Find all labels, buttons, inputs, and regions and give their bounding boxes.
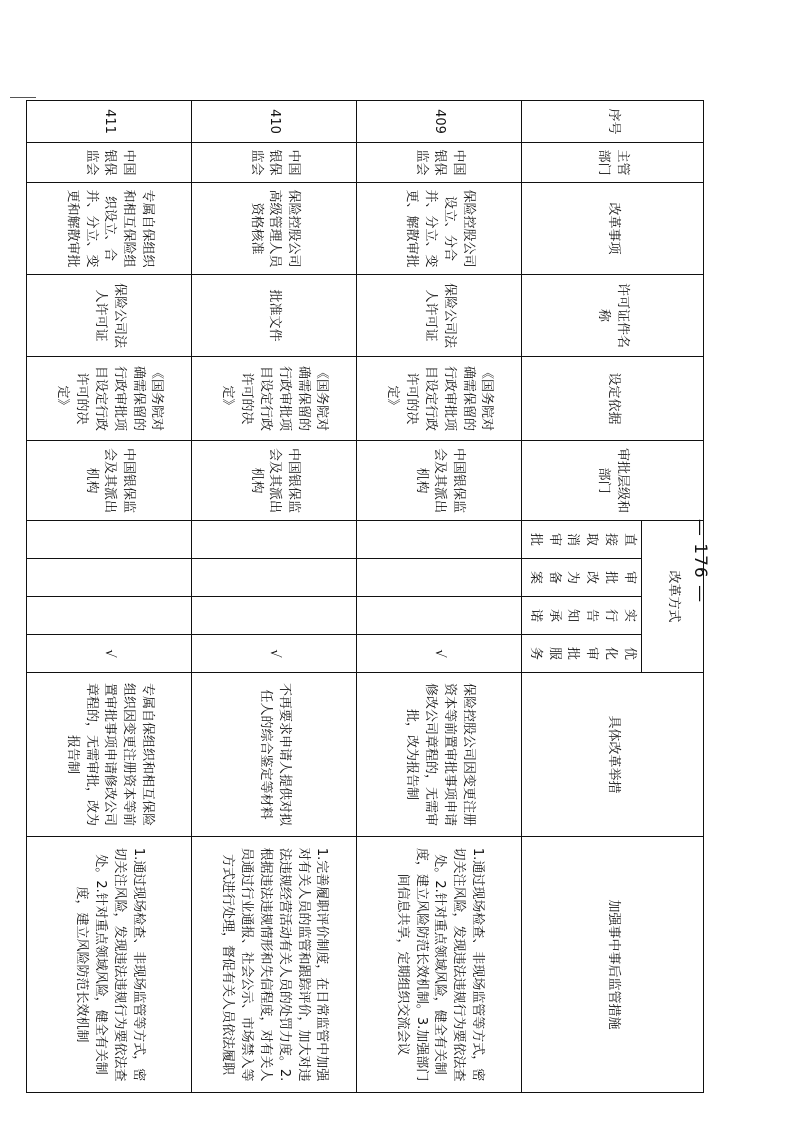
cell-measures: 不再要求申请人提供对拟任人的综合鉴定等材料: [191, 673, 356, 837]
check-mark: √: [356, 635, 521, 673]
cell-measures: 保险控股公司因变更注册资本等前置审批事项申请修改公司章程的，无需审批，改为报告制: [356, 673, 521, 837]
cell-license: 保险公司法人许可证: [26, 275, 191, 357]
cell-supervision: 1.通过现场检查、非现场监管等方式，密切关注风险，发现违法违规行为要依法查处。2.针对重点领域风险，健全有关制度，建立风险防范长效机制。3.加强部门间信息共享，定期组织交流会议: [356, 837, 521, 1093]
cell-license: 批准文件: [191, 275, 356, 357]
header-seq: 序号: [521, 101, 703, 143]
table-row: [26, 101, 191, 1093]
cell-item: 保险控股公司高级管理人员资格核准: [191, 183, 356, 275]
table-row: [356, 101, 521, 1093]
header-method-record: 审批改为备案: [521, 559, 641, 597]
check-mark: √: [26, 635, 191, 673]
cell-dept: 中国银保监会: [26, 143, 191, 183]
cell-method-record: [26, 559, 191, 597]
cell-basis: 《国务院对确需保留的行政审批项目设定行政许可的决定》: [191, 357, 356, 441]
cell-supervision: 1.通过现场检查、非现场监管等方式，密切关注风险，发现违法违规行为要依法查处。2.针对重点领域风险，健全有关制度，建立风险防范长效机制: [26, 837, 191, 1093]
cell-method-notify: [26, 597, 191, 635]
header-method-cancel: 直接取消审批: [521, 521, 641, 559]
cell-method-notify: [356, 597, 521, 635]
cell-license: 保险公司法人许可证: [356, 275, 521, 357]
header-method-optimize: 优化审批服务: [521, 635, 641, 673]
cell-seq: 411: [26, 101, 191, 143]
header-approval-level: 审批层级和部门: [521, 441, 703, 521]
header-license: 许可证件名称: [521, 275, 703, 357]
cell-dept: 中国银保监会: [191, 143, 356, 183]
cell-seq: 410: [191, 101, 356, 143]
rotated-table-frame: [55, 100, 704, 1082]
header-supervision: 加强事中事后监管措施: [521, 837, 703, 1093]
corner-mark: [10, 97, 36, 98]
page-number: — 176 —: [690, 518, 710, 604]
table-row: [191, 101, 356, 1093]
cell-approval-level: 中国银保监会及其派出机构: [26, 441, 191, 521]
header-item: 改革事项: [521, 183, 703, 275]
cell-item: 专属自保组织和相互保险组织设立、合并、分立、变更和解散审批: [26, 183, 191, 275]
cell-approval-level: 中国银保监会及其派出机构: [191, 441, 356, 521]
cell-method-cancel: [191, 521, 356, 559]
cell-method-record: [356, 559, 521, 597]
cell-approval-level: 中国银保监会及其派出机构: [356, 441, 521, 521]
cell-method-cancel: [26, 521, 191, 559]
cell-method-notify: [191, 597, 356, 635]
cell-basis: 《国务院对确需保留的行政审批项目设定行政许可的决定》: [356, 357, 521, 441]
header-reform-method: 改革方式: [642, 521, 704, 673]
cell-dept: 中国银保监会: [356, 143, 521, 183]
cell-method-cancel: [356, 521, 521, 559]
cell-seq: 409: [356, 101, 521, 143]
cell-method-record: [191, 559, 356, 597]
header-basis: 设定依据: [521, 357, 703, 441]
header-dept: 主管部门: [521, 143, 703, 183]
header-measures: 具体改革举措: [521, 673, 703, 837]
cell-basis: 《国务院对确需保留的行政审批项目设定行政许可的决定》: [26, 357, 191, 441]
header-method-notify: 实行告知承诺: [521, 597, 641, 635]
reform-table: [26, 100, 704, 1093]
cell-supervision: 1.完善履职评价制度，在日常监管中加强对有关人员的监管和跟踪评价，加大对违法违规经营活动有关人员的处罚力度。2.根据违法违规情形和失信程度，对有关人员通过行业通报、社会公示、市场禁入等方式进行处理，督促有关人员依法履职: [191, 837, 356, 1093]
check-mark: √: [191, 635, 356, 673]
cell-measures: 专属自保组织和相互保险组织因变更注册资本等前置审批事项申请修改公司章程的，无需审批，改为报告制: [26, 673, 191, 837]
cell-item: 保险控股公司设立、分合并、分立、变更、解散审批: [356, 183, 521, 275]
